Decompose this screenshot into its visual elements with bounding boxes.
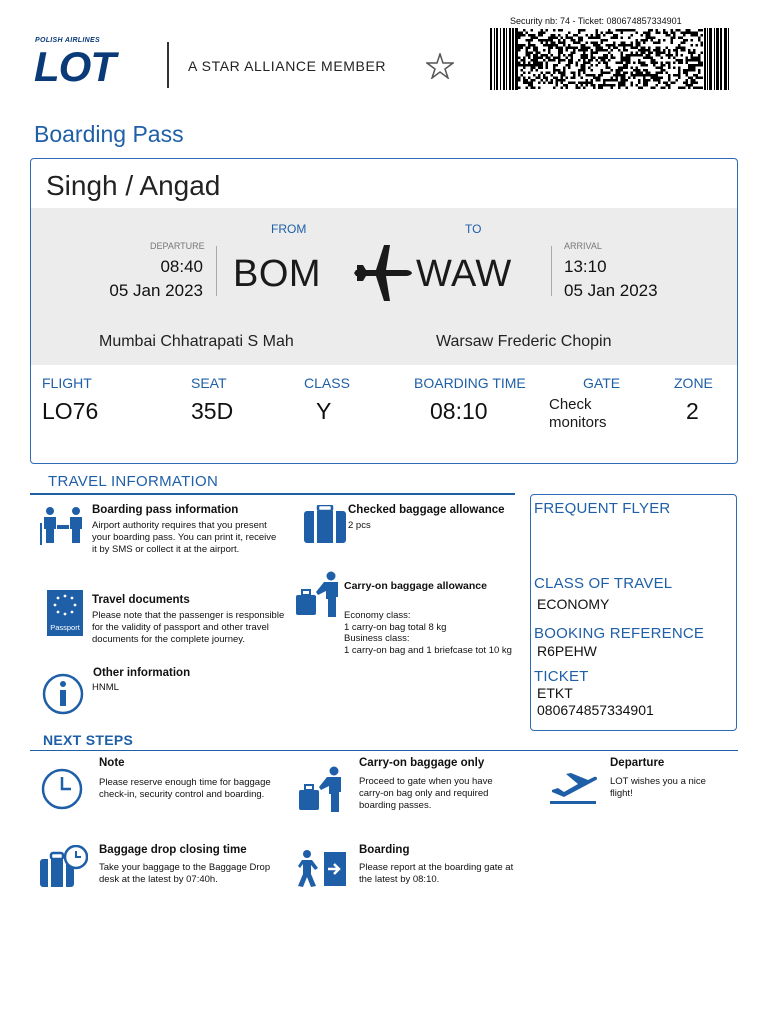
carry-on-only-icon [297, 766, 345, 812]
ticket-number: 080674857334901 [537, 702, 654, 718]
arrival-time: 13:10 [564, 257, 607, 276]
logo-divider [167, 42, 169, 88]
boarding-line1: Please report at the boarding gate at [359, 862, 514, 873]
arrival-label: ARRIVAL [564, 241, 602, 251]
departure-line1: LOT wishes you a nice [610, 776, 706, 787]
documents-line1: Please note that the passenger is responsible [92, 610, 285, 621]
ticket-type: ETKT [537, 685, 573, 701]
ticket-label: TICKET [534, 668, 589, 685]
gate-label: GATE [583, 375, 621, 391]
to-code: WAW [416, 253, 512, 295]
departure-line2: flight! [610, 788, 633, 799]
carry-on-only-line3: boarding passes. [359, 800, 432, 811]
carry-on-line2: 1 carry-on bag total 8 kg [344, 622, 447, 633]
note-title: Note [99, 757, 125, 769]
booking-reference-value: R6PEHW [537, 643, 597, 659]
seat-label: SEAT [191, 375, 227, 391]
star-alliance-icon [426, 53, 454, 79]
barcode-icon [490, 28, 730, 90]
boarding-label: BOARDING TIME [414, 375, 526, 391]
note-line2: check-in, security control and boarding. [99, 789, 265, 800]
carry-on-title: Carry-on baggage allowance [344, 580, 487, 592]
security-number: Security nb: 74 - Ticket: 080674857334901 [510, 16, 682, 26]
checked-baggage-value: 2 pcs [348, 520, 371, 531]
boarding-title: Boarding [359, 844, 410, 856]
departure-title: Departure [610, 757, 665, 769]
page-title: Boarding Pass [34, 121, 184, 147]
from-airport: Mumbai Chhatrapati S Mah [99, 333, 294, 350]
arrival-date: 05 Jan 2023 [564, 281, 658, 300]
bp-info-title: Boarding pass information [92, 504, 239, 516]
documents-line2: for the validity of passport and other travel [92, 622, 269, 633]
class-label: CLASS [304, 375, 350, 391]
to-label: TO [465, 222, 482, 236]
departure-date: 05 Jan 2023 [109, 281, 203, 300]
baggage-clock-icon [40, 845, 88, 887]
class-of-travel-value: ECONOMY [537, 596, 610, 612]
from-code: BOM [233, 253, 322, 295]
gate-line2: monitors [549, 414, 607, 431]
info-icon [42, 673, 84, 715]
baggage-drop-line2: desk at the latest by 07:40h. [99, 874, 218, 885]
other-info-title: Other information [93, 667, 191, 679]
baggage-drop-line1: Take your baggage to the Baggage Drop [99, 862, 271, 873]
arrival-divider [551, 246, 552, 296]
travel-info-rule [30, 493, 515, 495]
seat-value: 35D [191, 398, 234, 424]
class-of-travel-label: CLASS OF TRAVEL [534, 575, 673, 592]
departure-time: 08:40 [160, 257, 203, 276]
airline-tagline: POLISH AIRLINES [35, 37, 100, 44]
class-value: Y [316, 398, 332, 424]
frequent-flyer-label: FREQUENT FLYER [534, 500, 671, 517]
next-steps-title: NEXT STEPS [43, 732, 134, 748]
suitcase-icon [304, 505, 346, 543]
boarding-gate-icon [298, 850, 348, 888]
baggage-drop-title: Baggage drop closing time [99, 844, 247, 856]
departure-label: DEPARTURE [150, 241, 205, 251]
booking-reference-label: BOOKING REFERENCE [534, 625, 705, 642]
departure-plane-icon [548, 770, 598, 806]
checked-baggage-title: Checked baggage allowance [348, 504, 505, 516]
passenger-name: Singh / Angad [46, 170, 221, 201]
to-airport: Warsaw Frederic Chopin [436, 333, 612, 350]
zone-label: ZONE [674, 375, 713, 391]
carry-on-only-line2: carry-on bag only and required [359, 788, 489, 799]
airplane-icon [354, 243, 414, 303]
carry-on-only-line1: Proceed to gate when you have [359, 776, 493, 787]
documents-line3: documents for the complete journey. [92, 634, 245, 645]
boarding-line2: the latest by 08:10. [359, 874, 440, 885]
passport-label: Passport [50, 623, 80, 632]
flight-number: LO76 [42, 398, 99, 424]
travel-info-title: TRAVEL INFORMATION [48, 473, 219, 490]
boarding-time: 08:10 [430, 398, 488, 424]
carry-on-line1: Economy class: [344, 610, 411, 621]
note-line1: Please reserve enough time for baggage [99, 777, 271, 788]
documents-title: Travel documents [92, 594, 190, 606]
carry-on-icon [294, 571, 342, 617]
departure-divider [216, 246, 217, 296]
star-alliance-text: A STAR ALLIANCE MEMBER [188, 58, 387, 74]
gate-line1: Check [549, 396, 592, 413]
carry-on-line3: Business class: [344, 633, 410, 644]
bp-info-line1: Airport authority requires that you present [92, 520, 267, 531]
carry-on-only-title: Carry-on baggage only [359, 757, 485, 769]
flight-label: FLIGHT [42, 375, 92, 391]
lot-logo: LOT [34, 43, 115, 90]
clock-icon [41, 768, 83, 810]
from-label: FROM [271, 222, 307, 236]
bp-info-line2: your boarding pass. You can print it, receive [92, 532, 277, 543]
carry-on-line4: 1 carry-on bag and 1 briefcase tot 10 kg [344, 645, 512, 656]
airport-desk-icon [40, 505, 88, 545]
other-info-value: HNML [92, 682, 119, 693]
next-steps-rule [30, 750, 738, 751]
bp-info-line3: it by SMS or collect it at the airport. [92, 544, 240, 555]
zone-value: 2 [686, 398, 699, 424]
